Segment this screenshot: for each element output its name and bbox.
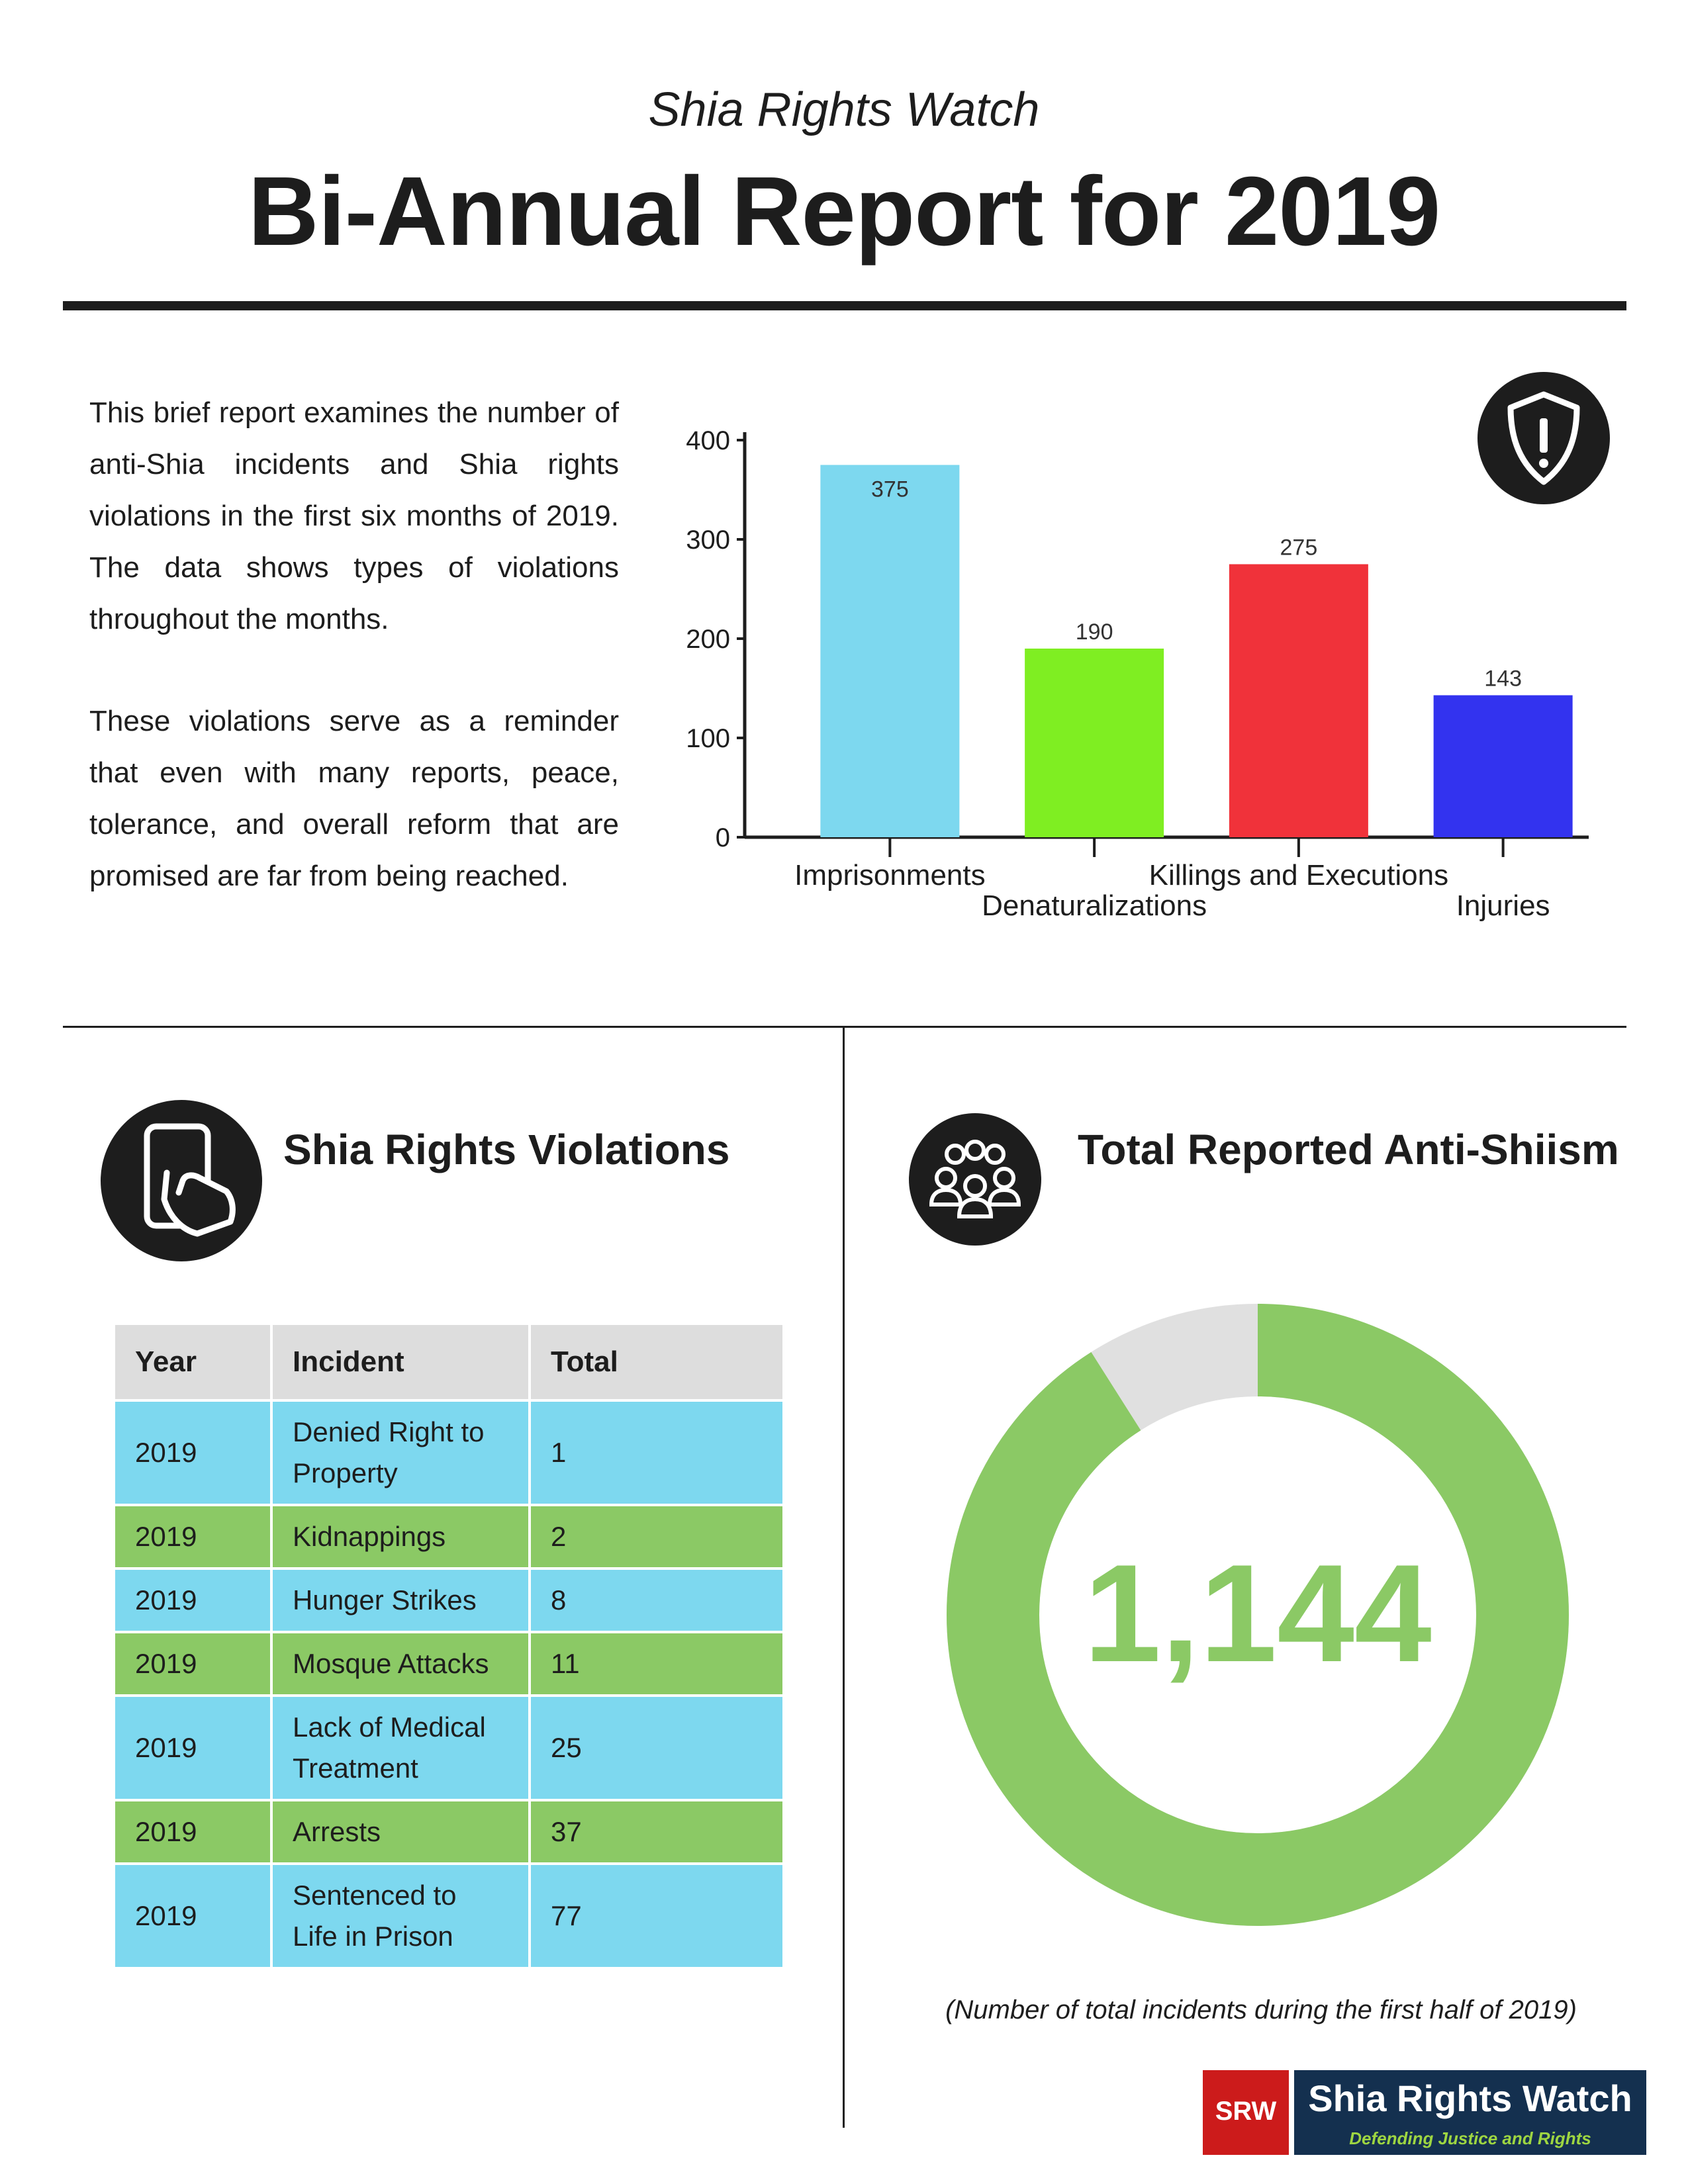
people-group-icon bbox=[909, 1113, 1041, 1246]
cell-year: 2019 bbox=[114, 1632, 271, 1696]
y-tick-label: 0 bbox=[715, 823, 730, 852]
total-value: 1,144 bbox=[1084, 1535, 1432, 1691]
cell-incident: Hunger Strikes bbox=[271, 1569, 530, 1632]
cell-incident: Denied Right to Property bbox=[271, 1400, 530, 1505]
bar-value-label: 143 bbox=[1484, 666, 1522, 692]
table-row bbox=[114, 1696, 784, 1800]
bar-value-label: 275 bbox=[1280, 535, 1318, 561]
header-year: Year bbox=[114, 1324, 271, 1400]
hand-phone-icon bbox=[101, 1100, 262, 1261]
bar-injuries bbox=[1434, 696, 1573, 838]
cell-incident: Mosque Attacks bbox=[271, 1632, 530, 1696]
cell-total: 2 bbox=[530, 1505, 784, 1569]
violations-table bbox=[113, 1322, 785, 1970]
table-row bbox=[114, 1800, 784, 1864]
cell-year: 2019 bbox=[114, 1864, 271, 1968]
table-row bbox=[114, 1505, 784, 1569]
cell-year: 2019 bbox=[114, 1505, 271, 1569]
bar-denaturalizations bbox=[1025, 649, 1164, 837]
violations-title: Shia Rights Violations bbox=[283, 1126, 730, 1173]
y-tick-label: 400 bbox=[686, 426, 730, 455]
header-total: Total bbox=[530, 1324, 784, 1400]
cell-total: 37 bbox=[530, 1800, 784, 1864]
report-title: Bi-Annual Report for 2019 bbox=[248, 157, 1440, 266]
y-tick-label: 200 bbox=[686, 625, 730, 654]
x-category-label: Injuries bbox=[1456, 889, 1550, 922]
srw-logo bbox=[1203, 2070, 1646, 2155]
cell-year: 2019 bbox=[114, 1696, 271, 1800]
cell-total: 77 bbox=[530, 1864, 784, 1968]
table-header-row bbox=[114, 1324, 784, 1400]
table-row bbox=[114, 1569, 784, 1632]
y-tick-label: 300 bbox=[686, 525, 730, 555]
bar-imprisonments bbox=[820, 465, 959, 838]
bar-value-label: 375 bbox=[871, 477, 909, 502]
cell-incident: Arrests bbox=[271, 1800, 530, 1864]
y-tick-label: 100 bbox=[686, 724, 730, 753]
cell-total: 25 bbox=[530, 1696, 784, 1800]
x-category-label: Imprisonments bbox=[794, 859, 986, 891]
logo-tagline: Defending Justice and Rights bbox=[1349, 2128, 1591, 2148]
intro-paragraph-1: This brief report examines the number of anti-Shia incidents and Shia rights violations in the first six months of 2019. The data shows types of violations throughout the months. bbox=[89, 396, 619, 635]
header-divider bbox=[63, 301, 1626, 310]
bar-value-label: 190 bbox=[1075, 619, 1113, 645]
cell-year: 2019 bbox=[114, 1800, 271, 1864]
cell-incident: Sentenced to Life in Prison bbox=[271, 1864, 530, 1968]
logo-name: Shia Rights Watch bbox=[1308, 2077, 1632, 2119]
cell-incident: Lack of Medical Treatment bbox=[271, 1696, 530, 1800]
logo-abbr: SRW bbox=[1215, 2097, 1277, 2126]
total-donut-chart bbox=[933, 1291, 1582, 1939]
intro-paragraph-2: These violations serve as a reminder that even with many reports, peace, tolerance, and overall reform that are promised are far from being reached. bbox=[89, 705, 619, 892]
cell-year: 2019 bbox=[114, 1400, 271, 1505]
incidents-bar-chart bbox=[635, 410, 1602, 933]
total-title: Total Reported Anti-Shiism bbox=[1078, 1126, 1619, 1173]
x-category-label: Denaturalizations bbox=[982, 889, 1207, 922]
section-divider bbox=[63, 1026, 1626, 1028]
cell-total: 1 bbox=[530, 1400, 784, 1505]
cell-total: 11 bbox=[530, 1632, 784, 1696]
table-row bbox=[114, 1632, 784, 1696]
intro-text bbox=[89, 387, 619, 952]
table-row bbox=[114, 1400, 784, 1505]
cell-total: 8 bbox=[530, 1569, 784, 1632]
report-subtitle: Shia Rights Watch bbox=[648, 83, 1040, 136]
column-divider bbox=[843, 1026, 845, 2128]
bar-killings-and-executions bbox=[1229, 565, 1368, 838]
table-row bbox=[114, 1864, 784, 1968]
cell-incident: Kidnappings bbox=[271, 1505, 530, 1569]
total-caption: (Number of total incidents during the first half of 2019) bbox=[945, 1995, 1577, 2025]
x-category-label: Killings and Executions bbox=[1149, 859, 1449, 891]
cell-year: 2019 bbox=[114, 1569, 271, 1632]
header-incident: Incident bbox=[271, 1324, 530, 1400]
